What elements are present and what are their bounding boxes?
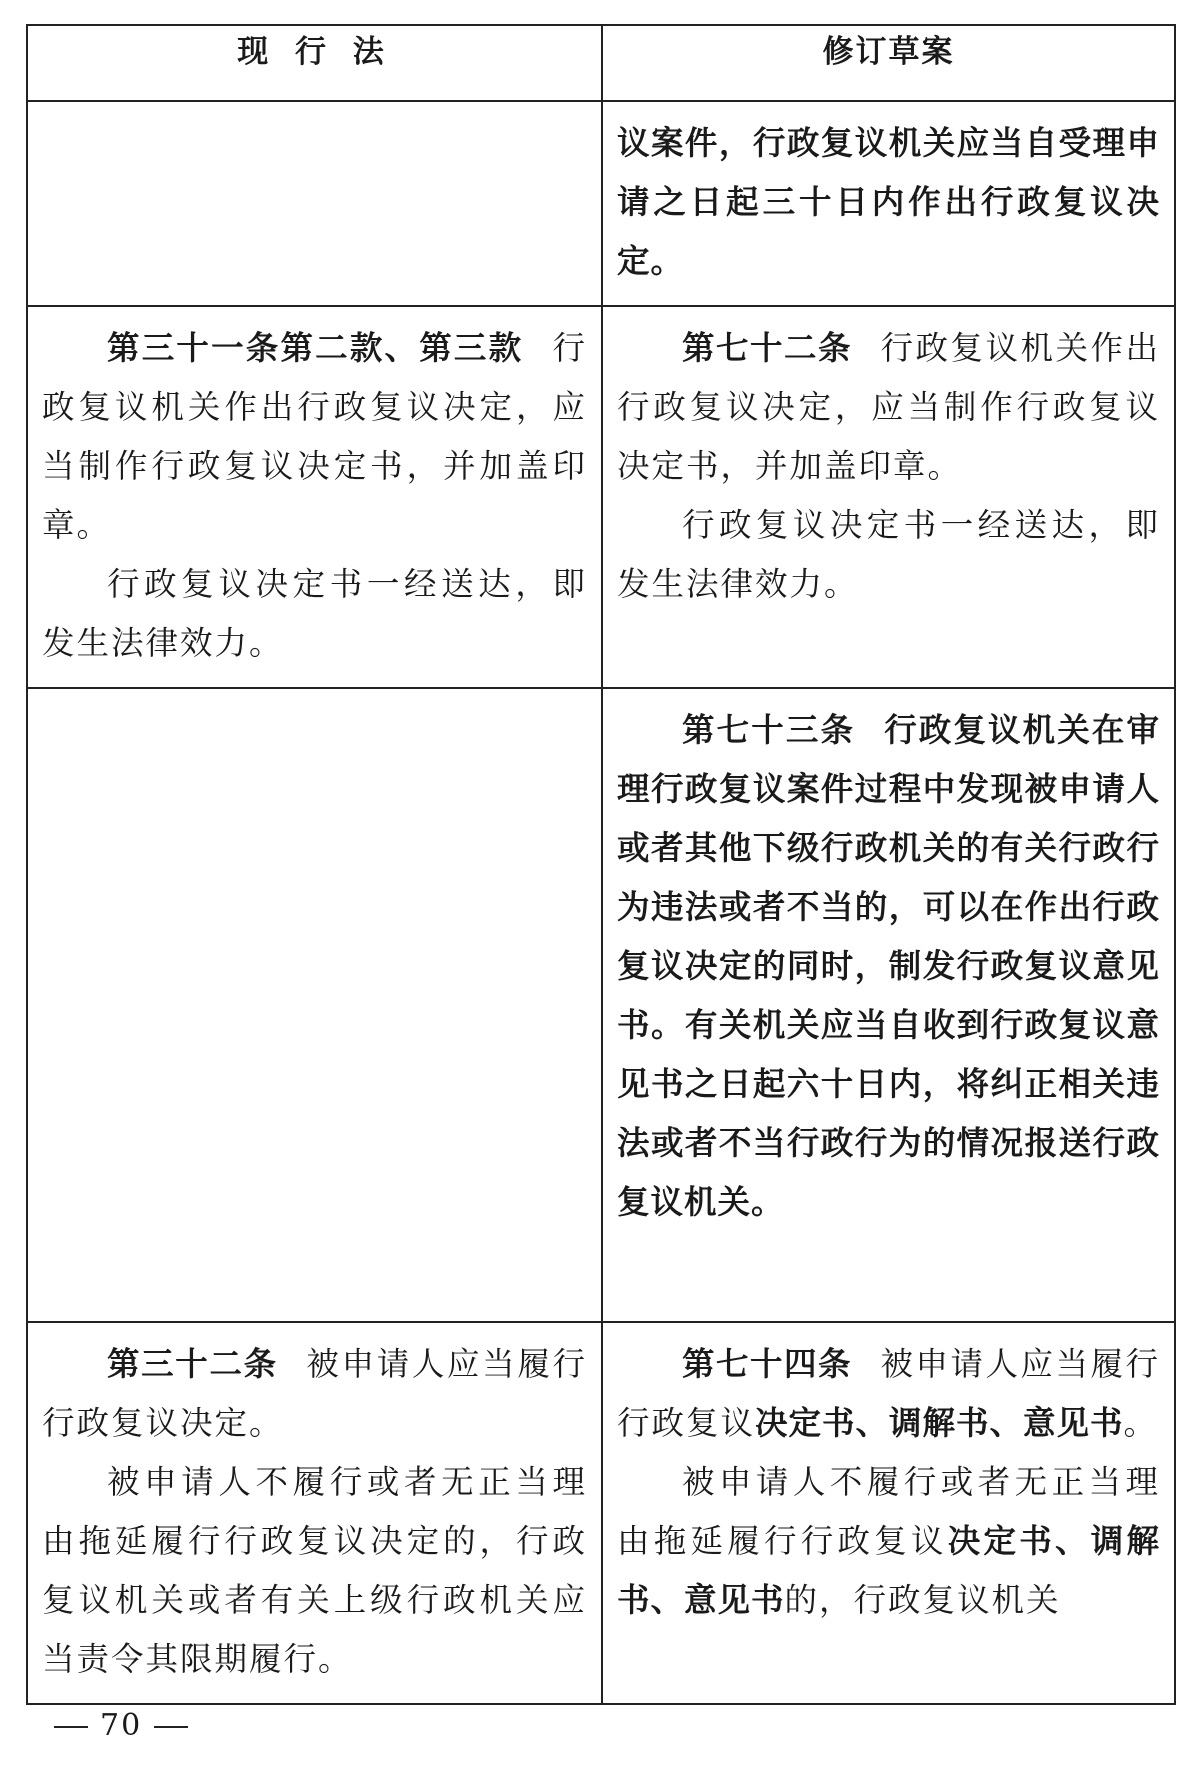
article-title: 第三十一条第二款、第三款 [107,329,524,367]
paragraph-text: 行政复议决定书一经送达，即发生法律效力。 [42,565,587,662]
paragraph-text: 被申请人应当履行行政复议 [617,1345,1160,1442]
paragraph [42,1335,587,1453]
current-law-cell [27,688,602,1322]
paragraph-text: 。 [1123,1404,1159,1442]
paragraph [617,319,1160,496]
paragraph-text: 被申请人不履行或者无正当理由拖延履行行政复议 [617,1463,1160,1560]
paragraph [42,319,587,555]
page-number-text: 70 [100,1708,143,1743]
revised-draft-cell [602,688,1175,1322]
paragraph-text: 被申请人不履行或者无正当理由拖延履行行政复议决定的，行政复议机关或者有关上级行政机关应当责令其限期履行。 [42,1463,587,1678]
document-page [26,24,1174,1705]
revised-draft-cell [602,101,1175,306]
article-title: 第七十二条 [682,329,852,367]
paragraph [42,1453,587,1689]
revised-draft-cell [602,306,1175,688]
paragraph [617,496,1160,614]
table-row [27,1322,1175,1704]
revised-draft-cell [602,1322,1175,1704]
article-title: 第七十三条 [682,711,856,749]
paragraph [617,1453,1160,1630]
bold-text: 行政复议机关在审理行政复议案件过程中发现被申请人或者其他下级行政机关的有关行政行为违法或者不当的，可以在作出行政复议决定的同时，制发行政复议意见书。有关机关应当自收到行政复议意见书之日起六十日内，将纠正相关违法或者不当行政行为的情况报送行政复议机关。 [617,711,1160,1221]
paragraph-text: 行政复议决定书一经送达，即发生法律效力。 [617,506,1160,603]
paragraph-text: 的，行政复议机关 [784,1581,1061,1619]
page-number [42,1708,200,1743]
header-revised-draft: 修订草案 [602,25,1175,101]
paragraph [617,701,1160,1232]
paragraph [617,1335,1160,1453]
bold-text: 决定书、调解书、意见书 [755,1404,1124,1442]
paragraph [42,555,587,673]
current-law-cell [27,306,602,688]
article-title: 第七十四条 [682,1345,852,1383]
current-law-cell [27,101,602,306]
article-title: 第三十二条 [107,1345,278,1383]
dash-right [154,1726,188,1728]
current-law-cell [27,1322,602,1704]
paragraph-text: 行政复议机关作出行政复议决定，应当制作行政复议决定书，并加盖印章。 [42,329,587,544]
paragraph [617,114,1160,291]
table-row [27,101,1175,306]
header-current-law: 现 行 法 [27,25,602,101]
bold-text: 决定书、调解书、意见书 [617,1522,1160,1619]
paragraph-text: 行政复议机关作出行政复议决定，应当制作行政复议决定书，并加盖印章。 [617,329,1160,485]
dash-left [54,1726,88,1728]
table-row [27,306,1175,688]
bold-text: 议案件，行政复议机关应当自受理申请之日起三十日内作出行政复议决定。 [617,124,1160,280]
comparison-table [26,24,1176,1705]
table-row [27,688,1175,1322]
paragraph-text: 被申请人应当履行行政复议决定。 [42,1345,587,1442]
